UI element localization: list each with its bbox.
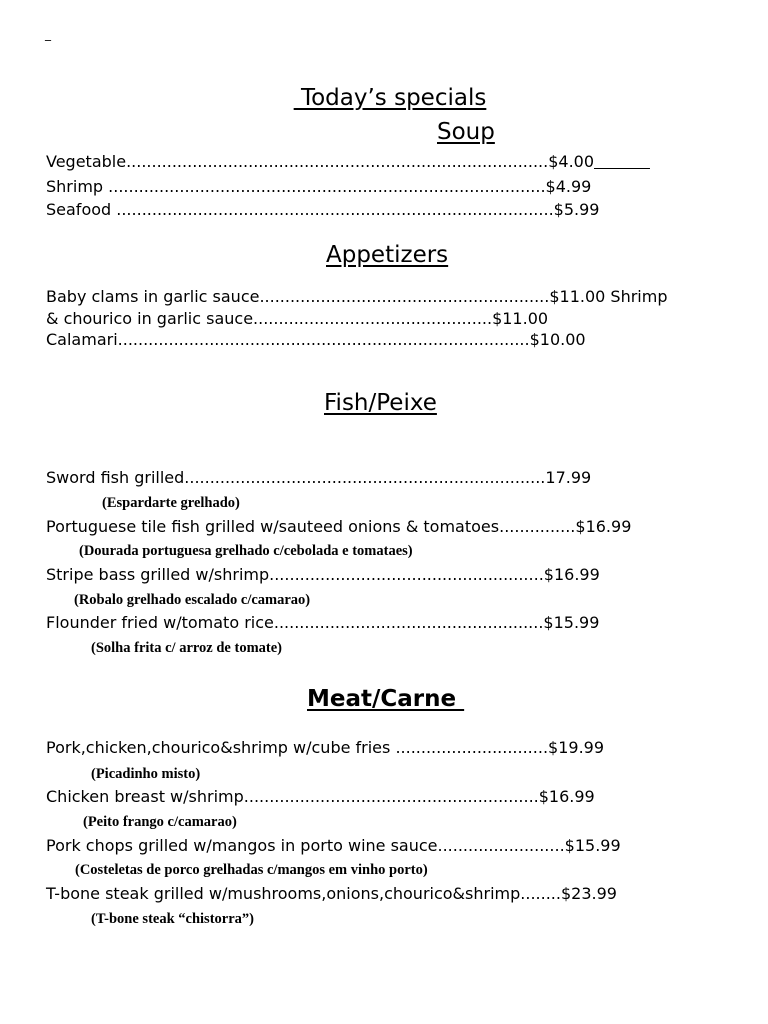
page-title: Today’s specials bbox=[293, 85, 487, 111]
appetizers-line-1: Baby clams in garlic sauce.........................................................$11.00 Shrimp bbox=[46, 287, 668, 306]
menu-item-text: Vegetable...................................................................................$4.00 bbox=[46, 152, 595, 171]
meat-heading: Meat/Carne bbox=[307, 686, 465, 712]
menu-item-translation: (Robalo grelhado escalado c/camarao) bbox=[74, 592, 311, 608]
trailing-underline bbox=[594, 152, 650, 171]
appetizers-line-3: Calamari.................................................................................$10.00 bbox=[46, 330, 586, 349]
menu-item-translation: (Espardarte grelhado) bbox=[102, 495, 240, 511]
menu-item-seafood-soup: Seafood ......................................................................................$5.99 bbox=[46, 200, 600, 219]
menu-item-chicken-breast: Chicken breast w/shrimp..........................................................$16.99 bbox=[46, 787, 595, 806]
menu-item-pork-chops: Pork chops grilled w/mangos in porto wine sauce.........................$15.99 bbox=[46, 836, 621, 855]
menu-item-t-bone: T-bone steak grilled w/mushrooms,onions,chourico&shrimp........$23.99 bbox=[46, 884, 617, 903]
menu-item-translation: (Dourada portuguesa grelhado c/cebolada e tomataes) bbox=[79, 543, 413, 559]
menu-item-translation: (Costeletas de porco grelhadas c/mangos em vinho porto) bbox=[75, 862, 428, 878]
menu-item-flounder: Flounder fried w/tomato rice.....................................................$15.99 bbox=[46, 613, 600, 632]
menu-item-translation: (Solha frita c/ arroz de tomate) bbox=[91, 640, 282, 656]
menu-item-picadinho: Pork,chicken,chourico&shrimp w/cube fries ..............................$19.99 bbox=[46, 738, 605, 757]
menu-item-translation: (Peito frango c/camarao) bbox=[83, 814, 237, 830]
menu-item-stripe-bass: Stripe bass grilled w/shrimp......................................................$16.99 bbox=[46, 565, 600, 584]
menu-item-translation: (T-bone steak “chistorra”) bbox=[91, 911, 254, 927]
menu-item-shrimp-soup: Shrimp ......................................................................................$4.99 bbox=[46, 177, 592, 196]
soup-heading: Soup bbox=[437, 119, 495, 145]
menu-item-sword-fish: Sword fish grilled.......................................................................17.99 bbox=[46, 468, 592, 487]
stray-mark: _ bbox=[45, 27, 51, 41]
menu-item-vegetable-soup bbox=[46, 151, 650, 172]
menu-item-translation: (Picadinho misto) bbox=[91, 766, 201, 782]
appetizers-line-2: & chourico in garlic sauce...............................................$11.00 bbox=[46, 309, 549, 328]
fish-heading: Fish/Peixe bbox=[324, 390, 437, 416]
appetizers-heading: Appetizers bbox=[326, 242, 449, 268]
menu-item-tile-fish: Portuguese tile fish grilled w/sauteed onions & tomatoes...............$16.99 bbox=[46, 517, 632, 536]
